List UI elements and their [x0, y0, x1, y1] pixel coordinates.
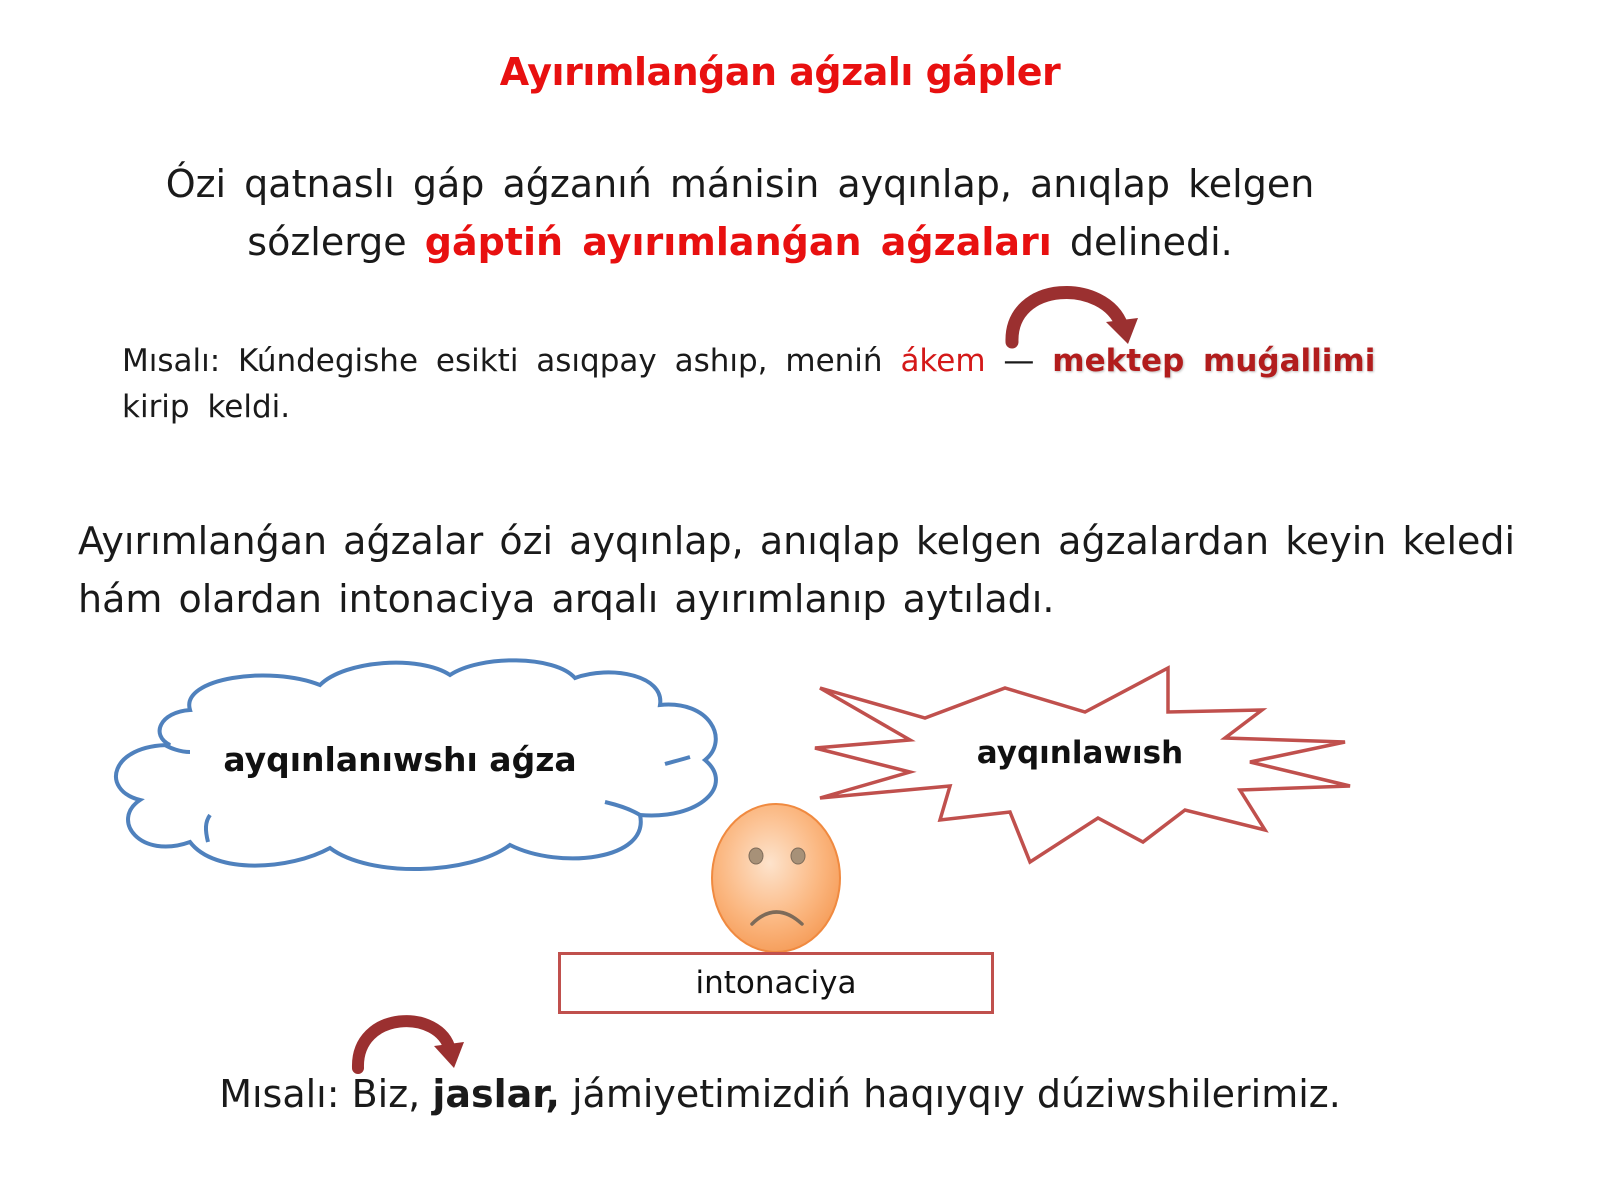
curved-arrow-icon: [1012, 292, 1138, 344]
example-1-main-word: ákem: [900, 343, 986, 379]
cloud-label: ayqınlanıwshı aǵza: [223, 740, 577, 779]
example-1-start: Mısalı: Kúndegishe esikti asıqpay ashıp, meniń: [122, 343, 901, 379]
example-1-dash: —: [985, 343, 1053, 379]
definition-term: gáptiń ayırımlanǵan aǵzaları: [424, 220, 1052, 264]
slide-title: Ayırımlanǵan aǵzalı gápler: [499, 50, 1061, 94]
sad-face-icon: [712, 804, 840, 952]
example-2-start: Mısalı: Biz,: [219, 1072, 433, 1116]
intonation-label: intonaciya: [695, 965, 857, 1001]
example-2-end: jámiyetimizdiń haqıyqıy dúziwshilerimiz.: [559, 1072, 1341, 1116]
intonation-box: [558, 952, 994, 1014]
starburst-label: ayqınlawısh: [976, 735, 1184, 771]
explanation-text: Ayırımlanǵan aǵzalar ózi ayqınlap, anıqlap kelgen aǵzalardan keyin keledi hám olardan intonaciya arqalı ayırımlanıp aytıladı.: [78, 519, 1516, 621]
example-1-end: kirip keldi.: [122, 389, 291, 425]
curved-arrow-icon: [358, 1021, 464, 1068]
definition-text-start: Ózi qatnaslı gáp aǵzanıń mánisin ayqınlap, anıqlap kelgen sózlerge: [165, 162, 1315, 264]
example-2-separated-member: jaslar,: [432, 1072, 560, 1116]
example-1-separated-member: mektep muǵallimi: [1052, 343, 1376, 379]
example-sentence-2: [0, 1072, 1560, 1116]
definition-text-end: delinedi.: [1051, 220, 1233, 264]
